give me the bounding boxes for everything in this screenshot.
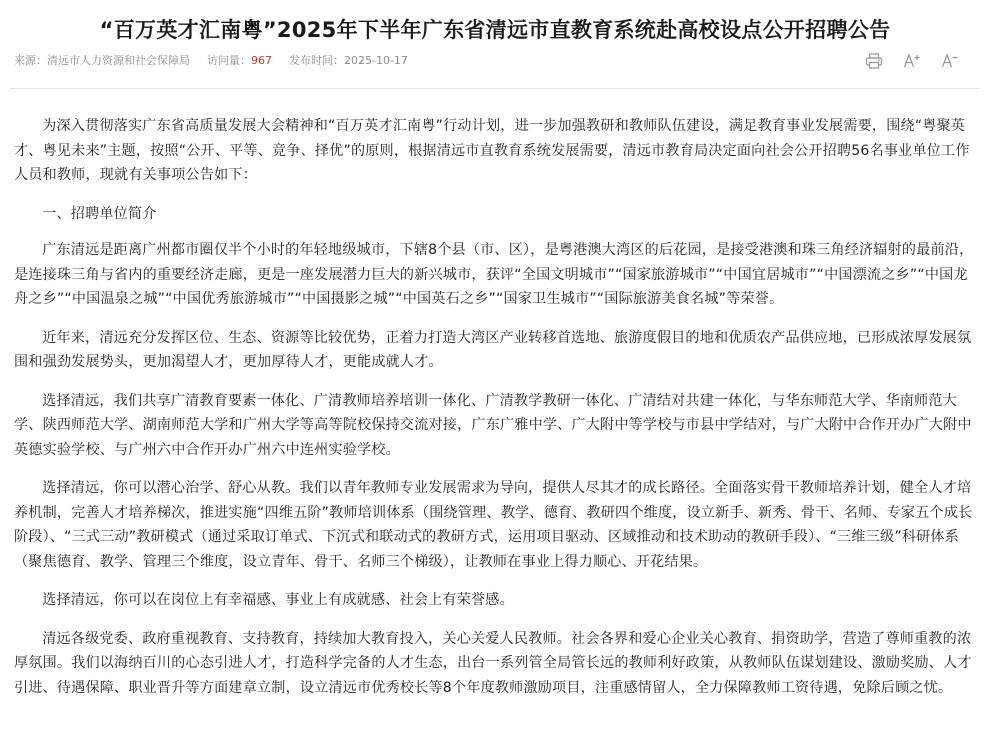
font-increase-icon: [903, 53, 921, 69]
article-body: [14, 114, 979, 714]
article-tools: [864, 51, 960, 71]
page-title: “百万英才汇南粤”2025年下半年广东省清远市直教育系统赴高校设点公开招聘公告: [99, 18, 891, 42]
source-value: 清远市人力资源和社会保障局: [47, 54, 190, 67]
paragraph: 选择清远，我们共享广清教育要素一体化、广清教师培养培训一体化、广清教学教研一体化、广清结对共建一体化，与华东师范大学、华南师范大学、陕西师范大学、湖南师范大学和广州大学等高等院校保持交流对接，广东广雅中学、广大附中等学校与市县中学结对，与广大附中合作开办广大附中英德实验学校、与广州六中合作开办广州六中连州实验学校。: [14, 392, 972, 458]
paragraph: 广东清远是距离广州都市圈仅半个小时的年轻地级城市，下辖8个县（市、区），是粤港澳大湾区的后花园，是接受港澳和珠三角经济辐射的最前沿，是连接珠三角与省内的重要经济走廊，更是一座发展潜力巨大的新兴城市，获评“全国文明城市”“国家旅游城市”“中国宜居城市”“中国漂流之乡”“中国龙舟之乡”“中国温泉之城”“中国优秀旅游城市”“中国摄影之城”“中国英石之乡”“国家卫生城市”“国际旅游美食名城”等荣誉。: [14, 242, 974, 307]
article-meta: [14, 53, 408, 69]
paragraph: 清远各级党委、政府重视教育、支持教育，持续加大教育投入，关心关爱人民教师。社会各界和爱心企业关心教育、捐资助学，营造了尊师重教的浓厚氛围。我们以海纳百川的心态引进人才，打造科学完备的人才生态，出台一系列管全局管长远的教师利好政策，从教师队伍谋划建设、激励奖励、人才引进、待遇保障、职业晋升等方面建章立制，设立清远市优秀校长等8个年度教师激励项目，注重感情留人，全力保障教师工资待遇，免除后顾之忧。: [14, 630, 972, 696]
font-decrease-button[interactable]: [940, 51, 960, 71]
paragraph: 选择清远，你可以在岗位上有幸福感、事业上有成就感、社会上有荣誉感。: [42, 592, 514, 608]
source-label: 来源：: [14, 54, 47, 67]
paragraph: 近年来，清远充分发挥区位、生态、资源等比较优势，正着力打造大湾区产业转移首选地、旅游度假目的地和优质农产品供应地，已形成浓厚发展氛围和强劲发展势头，更加渴望人才，更加厚待人才，更能成就人才。: [14, 329, 972, 370]
header-divider: [10, 88, 980, 89]
date-label: 发布时间：: [289, 54, 344, 67]
paragraph-intro: 为深入贯彻落实广东省高质量发展大会精神和“百万英才汇南粤”行动计划，进一步加强教研和教师队伍建设，满足教育事业发展需要，围绕“粤聚英才、粤见未来”主题，按照“公开、平等、竞争、择优”的原则，根据清远市直教育系统发展需要，清远市教育局决定面向社会公开招聘56名事业单位工作人员和教师，现就有关事项公告如下：: [14, 118, 970, 183]
views-label: 访问量：: [207, 54, 251, 67]
font-increase-button[interactable]: [902, 51, 922, 71]
font-decrease-icon: [941, 53, 959, 69]
views-count: 967: [251, 54, 272, 67]
print-button[interactable]: [864, 51, 884, 71]
publish-date: 2025-10-17: [344, 54, 408, 67]
section-heading: 一、招聘单位简介: [42, 205, 157, 222]
printer-icon: [865, 53, 883, 69]
paragraph: 选择清远，你可以潜心治学、舒心从教。我们以青年教师专业发展需求为导向，提供人尽其才的成长路径。全面落实骨干教师培养计划，健全人才培养机制，完善人才培养梯次，推进实施“四维五阶”教师培训体系（围绕管理、教学、德育、教研四个维度，设立新手、新秀、骨干、名师、专家五个成长阶段）、“三式三动”教研模式（通过采取订单式、下沉式和联动式的教研方式，运用项目驱动、区域推动和技术助动的教研手段）、“三维三级”科研体系（聚焦德育、教学、管理三个维度，设立青年、骨干、名师三个梯级），让教师在事业上得力顺心、开花结果。: [14, 480, 973, 570]
